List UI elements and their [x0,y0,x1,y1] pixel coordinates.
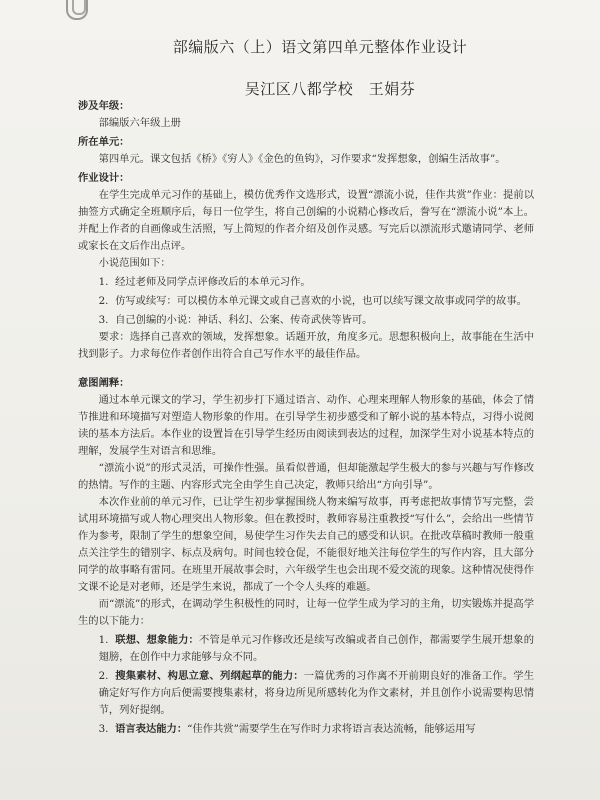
design-requirement: 要求：选择自己喜欢的领域，发挥想象。话题开放，角度多元。思想积极向上，故事能在生活中找到影子。力求每位作者创作出符合自己写作水平的最佳作品。 [78,331,534,360]
unit-heading: 所在单元： [78,136,130,148]
explain-paragraph-3: 本次作业前的单元习作，已让学生初步掌握围绕人物来编写故事，再考虑把故事情节写完整，尝试用环境描写或人物心理突出人物形象。但在教授时，教师容易注重教授“写什么”，会给出一些情节作为参考，限制了学生的想象空间，易使学生习作失去自己的感受和认识。在批改草稿时教师一般重点关注学生的错别字、标点及病句。时间也较仓促，不能很好地关注每位学生的写作内容，且大部分同学的故事略有雷同。在班里开展故事会时，六年级学生也会出现不爱交流的现象。这种情况使得作文课不论是对老师，还是学生来说，都成了一个令人头疼的难题。 [78,496,534,593]
explain-paragraph-4: 而“漂流”的形式，在调动学生积极性的同时，让每一位学生成为学习的主角，切实锻炼并提高学生的以下能力： [78,598,534,627]
explain-paragraph-2: “漂流小说”的形式灵活，可操作性强。虽看似普通，但却能激起学生极大的参与兴趣与写作修改的热情。写作的主题、内容形式完全由学生自己决定，教师只给出“方向引导”。 [78,462,534,491]
design-intro: 在学生完成单元习作的基础上，模仿优秀作文选形式，设置“漂流小说，佳作共赏”作业：提前以抽签方式确定全班顺序后，每日一位学生，将自己创编的小说精心修改后，誊写在“漂流小说”本上。并配上作者的自画像或生活照，写上简短的作者介绍及创作灵感。写完后以漂流形式邀请同学、老师或家长在文后作出点评。 [78,189,534,252]
explain-paragraph-1: 通过本单元课文的学习，学生初步打下通过语言、动作、心理来理解人物形象的基础，体会了情节推进和环境描写对塑造人物形象的作用。在引导学生初步感受和了解小说的基本特点，习得小说阅读的基本方法后。本作业的设置旨在引导学生经历由阅读到表达的过程，加深学生对小说基本特点的理解，发展学生对语言和思维。 [78,394,534,457]
ability-item: 3. 语言表达能力：“佳作共赏”需要学生在写作时力求将语言表达流畅，能够运用写 [98,723,476,735]
list-item: 1. 经过老师及同学点评修改后的本单元习作。 [98,276,311,288]
list-item: 3. 自己创编的小说：神话、科幻、公案、传奇武侠等皆可。 [98,314,373,326]
ability-item: 1. 联想、想象能力：不管是单元习作修改还是续写改编或者自己创作，都需要学生展开想象的翅膀，在创作中力求能够与众不同。 [98,634,535,663]
design-heading: 作业设计： [78,172,130,184]
unit-text: 第四单元。课文包括《桥》《穷人》《金色的鱼钩》，习作要求“发挥想象，创编生活故事”。 [98,153,506,165]
document-body [78,96,534,738]
explain-heading: 意图阐释： [78,377,130,389]
grade-text: 部编版六年级上册 [98,117,181,129]
grade-heading: 涉及年级： [78,100,130,112]
list-item: 2. 仿写或续写：可以模仿本单元课文或自己喜欢的小说，也可以续写课文故事或同学的故事。 [98,295,527,307]
ability-item: 2. 搜集素材、构思立意、列纲起草的能力：一篇优秀的习作离不开前期良好的准备工作。学生确定好写作方向后便需要搜集素材，将身边所见所感转化为作文素材，并且创作小说需要构思情节，列好提纲。 [98,670,535,716]
paper-clip-icon [66,0,88,20]
document-title: 部编版六（上）语文第四单元整体作业设计 [172,38,468,56]
scope-label: 小说范围如下： [98,257,171,269]
author-line: 吴江区八都学校 王娟芬 [244,80,416,98]
